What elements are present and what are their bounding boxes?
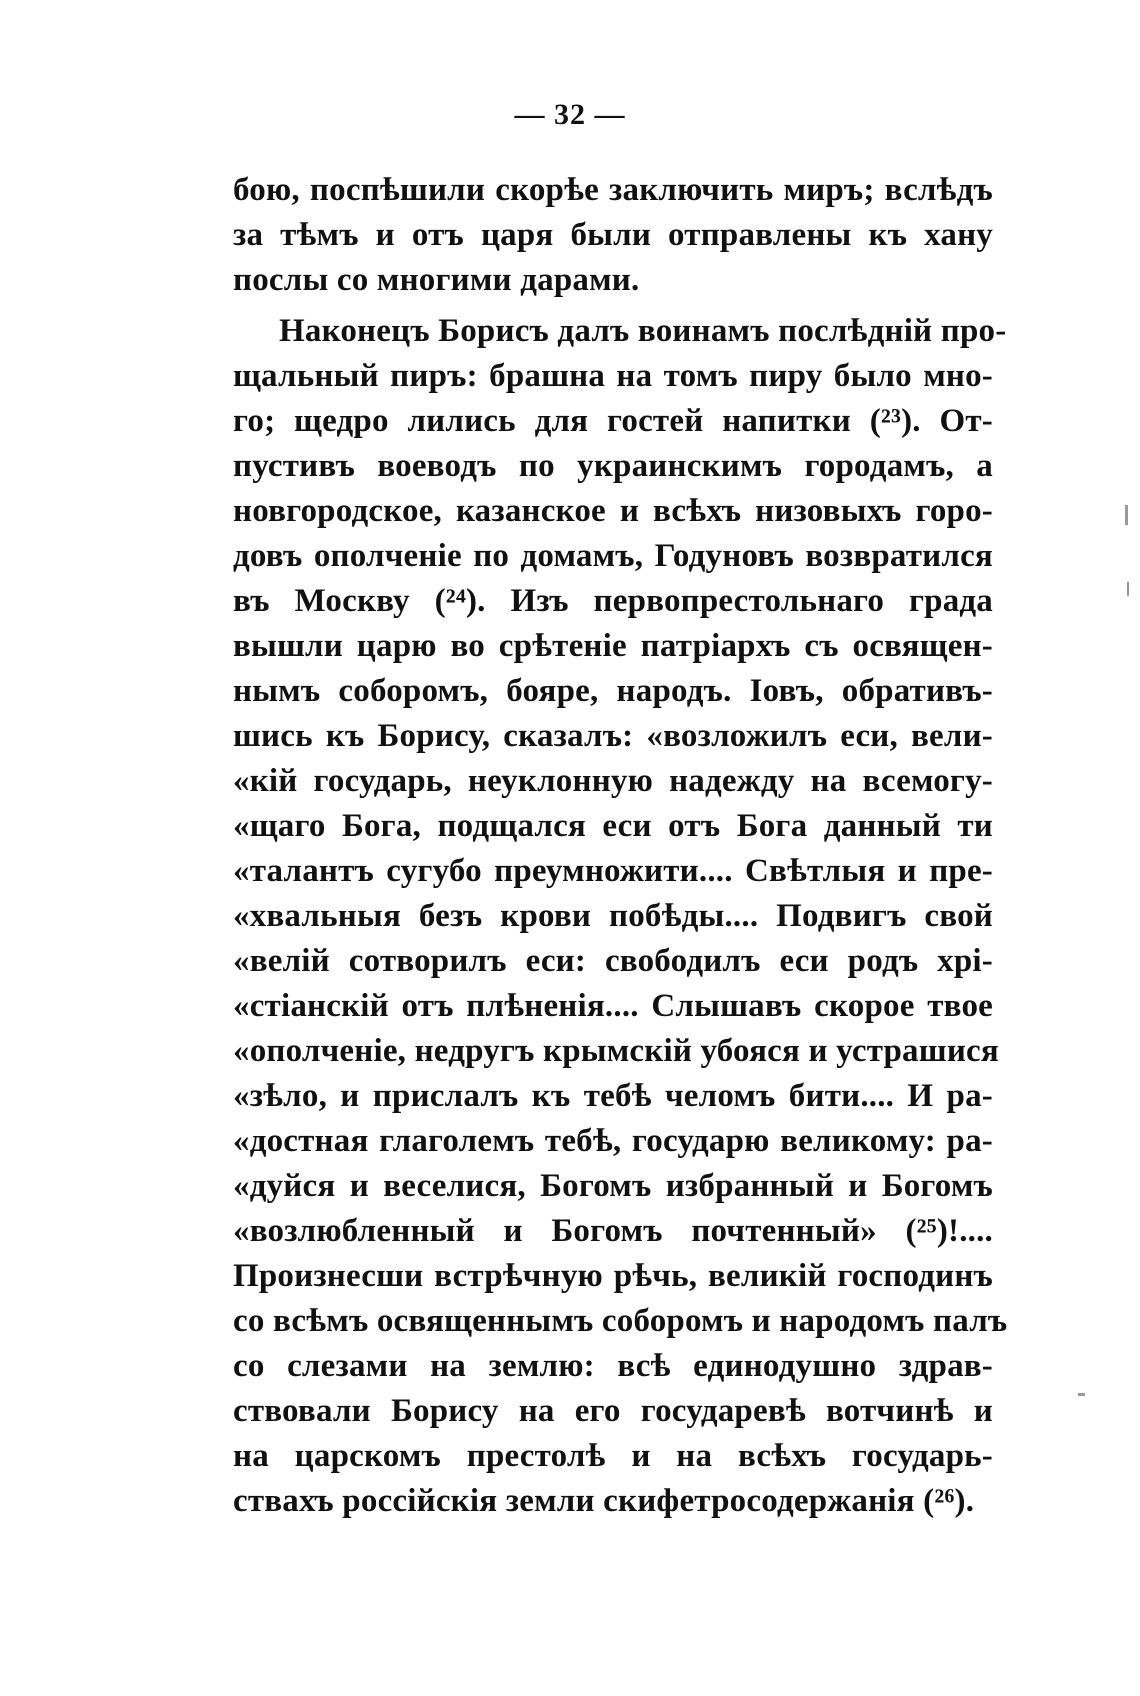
text-line: «стiанскiй отъ плѣненiя.... Слышавъ скорое твое: [233, 988, 993, 1024]
body-text: [233, 168, 1008, 1524]
text-line: «ополченiе, недругъ крымскiй убояся и устрашися: [233, 1033, 999, 1069]
text-line: за тѣмъ и отъ царя были отправлены къ хану: [233, 217, 993, 253]
text-line: Наконецъ Борисъ далъ воинамъ послѣднiй про-: [279, 313, 1007, 349]
text-line: «велiй сотворилъ еси: свободилъ еси родъ хрi-: [233, 943, 993, 979]
text-line: Произнесши встрѣчную рѣчь, великiй господинъ: [233, 1258, 993, 1294]
page-number: — 32 —: [514, 98, 626, 131]
text-line: «достная глаголемъ тебѣ, государю великому: ра-: [233, 1123, 993, 1159]
text-line: щальный пиръ: брашна на томъ пиру было мно-: [233, 358, 993, 394]
text-line: въ Москву (²⁴). Изъ первопрестольнаго града: [233, 583, 993, 619]
text-line: «зѣло, и прислалъ къ тебѣ челомъ бити.... И ра-: [233, 1078, 993, 1114]
text-line: ствахъ россiйскiя земли скифетросодержанiя (²⁶).: [233, 1483, 975, 1519]
text-line: послы со многими дарами.: [233, 262, 640, 298]
text-line: «щаго Бога, подщался еси отъ Бога данный ти: [233, 808, 993, 844]
text-line: «кiй государь, неуклонную надежду на всемогу-: [233, 763, 993, 799]
text-line: нымъ соборомъ, бояре, народъ. Iовъ, обративъ-: [233, 673, 993, 709]
text-line: го; щедро лились для гостей напитки (²³). От-: [233, 403, 993, 439]
text-line: бою, поспѣшили скорѣе заключить миръ; вслѣдъ: [233, 172, 993, 208]
text-line: со слезами на землю: всѣ единодушно здрав-: [233, 1348, 993, 1384]
text-line: «дуйся и веселися, Богомъ избранный и Богомъ: [233, 1168, 993, 1204]
text-line: со всѣмъ освященнымъ соборомъ и народомъ палъ: [233, 1303, 1008, 1339]
text-line: «хвальныя безъ крови побѣды.... Подвигъ свой: [233, 898, 993, 934]
text-line: «талантъ сугубо преумножити.... Свѣтлыя и пре-: [233, 853, 993, 889]
text-line: вышли царю во срѣтенiе патрiархъ съ освящен-: [233, 628, 993, 664]
text-line: ствовали Борису на его государевѣ вотчинѣ и: [233, 1393, 993, 1429]
text-line: пустивъ воеводъ по украинскимъ городамъ, а: [233, 448, 993, 484]
scan-artifact: [1078, 1393, 1085, 1396]
scan-artifact: [1127, 582, 1129, 596]
scan-artifact: [1125, 505, 1128, 525]
text-line: новгородское, казанское и всѣхъ низовыхъ горо-: [233, 493, 993, 529]
text-line: шись къ Борису, сказалъ: «возложилъ еси, вели-: [233, 718, 993, 754]
text-line: на царскомъ престолѣ и на всѣхъ государь-: [233, 1438, 993, 1474]
text-line: «возлюбленный и Богомъ почтенный» (²⁵)!....: [233, 1213, 993, 1249]
text-line: довъ ополченiе по домамъ, Годуновъ возвратился: [233, 538, 993, 574]
